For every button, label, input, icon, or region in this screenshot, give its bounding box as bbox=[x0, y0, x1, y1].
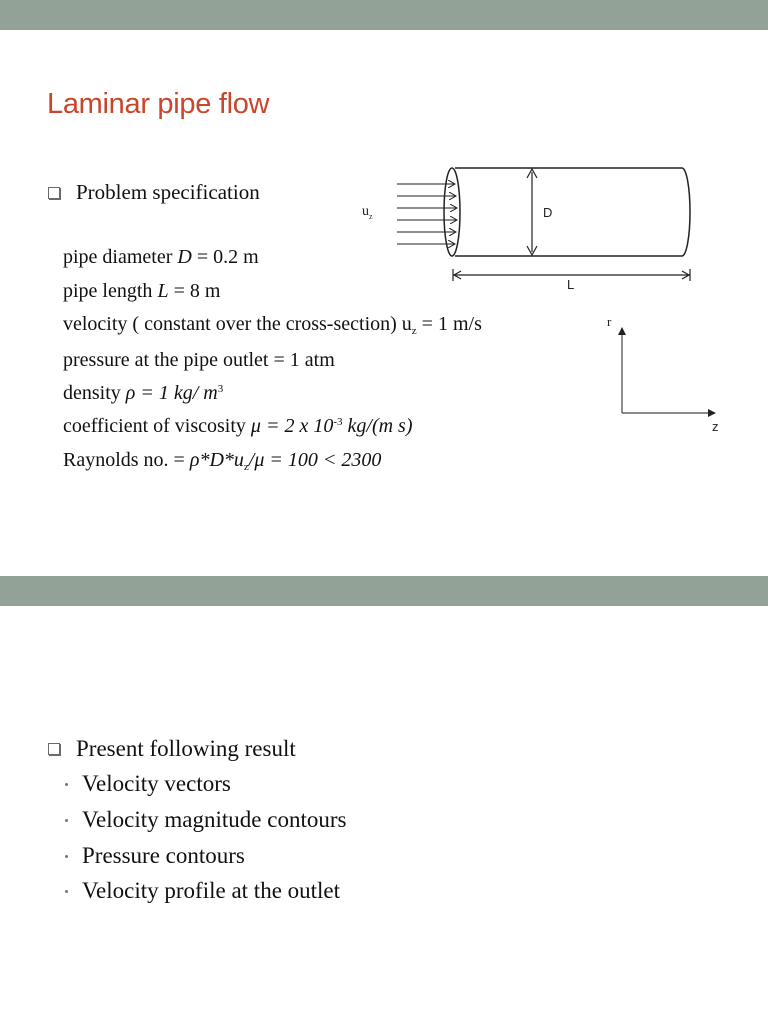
dot-bullet-icon bbox=[65, 890, 68, 893]
spec-density: density ρ = 1 kg/ $m^3$ bbox=[63, 382, 224, 404]
dot-bullet-icon bbox=[65, 783, 68, 786]
spec-diameter: pipe diameter D = 0.2 m bbox=[63, 246, 259, 268]
inlet-velocity-label: $u_z$ bbox=[362, 204, 373, 221]
dot-bullet-icon bbox=[65, 819, 68, 822]
bullet-present-results bbox=[48, 736, 296, 762]
square-bullet-icon bbox=[48, 743, 60, 755]
length-label: L bbox=[567, 277, 575, 292]
list-item: Pressure contours bbox=[63, 843, 245, 869]
dot-bullet-icon bbox=[65, 855, 68, 858]
spec-velocity: velocity ( constant over the cross-section) $u_z = 1$ m/s bbox=[63, 313, 482, 337]
spec-pressure: pressure at the pipe outlet = 1 atm bbox=[63, 349, 335, 371]
divider-band bbox=[0, 576, 768, 606]
bullet-label: Problem specification bbox=[76, 180, 260, 204]
diameter-dimension bbox=[527, 169, 537, 255]
slide-title: Laminar pipe flow bbox=[47, 88, 270, 120]
bullet-label: Present following result bbox=[76, 736, 296, 761]
spec-reynolds: Raynolds no. = $\rho*D*u_z/\mu = 100 < 2300$ bbox=[63, 449, 382, 473]
coordinate-axes bbox=[622, 328, 715, 413]
inlet-velocity-arrows bbox=[397, 184, 457, 244]
spec-viscosity: coefficient of viscosity μ = 2 x $10^{-3}$ kg/(m s) bbox=[63, 415, 413, 437]
axis-z-label: z bbox=[712, 419, 719, 434]
axis-r-label: r bbox=[607, 314, 612, 329]
diameter-label: D bbox=[543, 205, 553, 220]
pipe-cylinder bbox=[444, 168, 690, 256]
spec-length: pipe length L = 8 m bbox=[63, 280, 221, 302]
list-item: Velocity magnitude contours bbox=[63, 807, 346, 833]
list-item: Velocity vectors bbox=[63, 771, 231, 797]
list-item: Velocity profile at the outlet bbox=[63, 878, 340, 904]
